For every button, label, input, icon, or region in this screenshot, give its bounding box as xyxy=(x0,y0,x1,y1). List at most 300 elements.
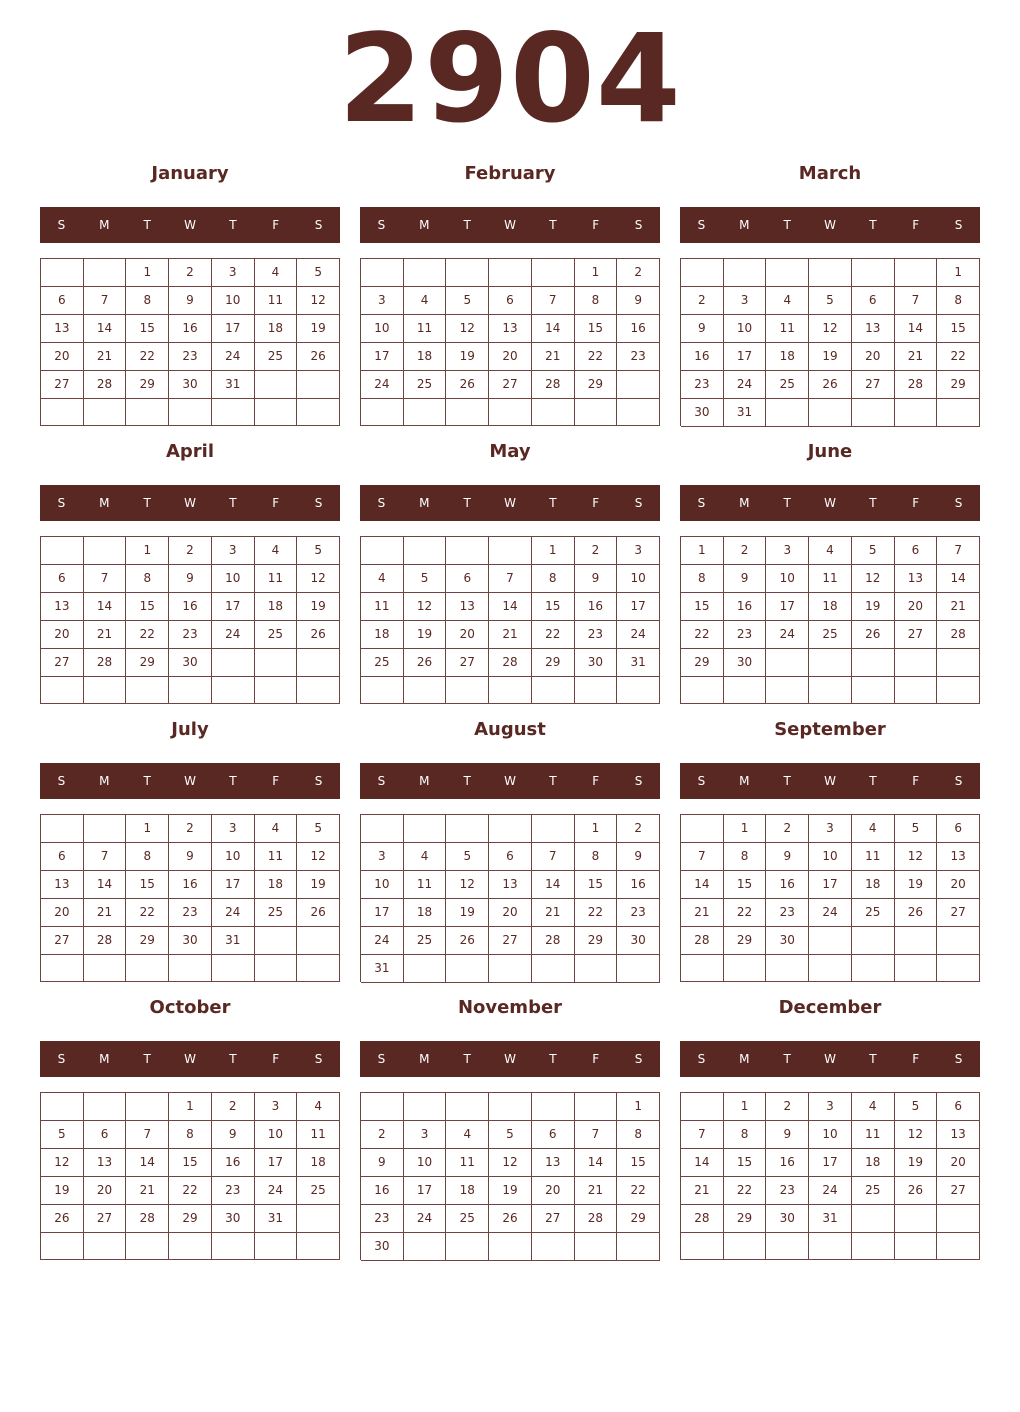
day-cell[interactable]: 24 xyxy=(724,371,767,399)
day-cell[interactable]: 20 xyxy=(489,343,532,371)
day-cell[interactable]: 21 xyxy=(84,899,127,927)
day-cell[interactable]: 13 xyxy=(446,593,489,621)
day-cell[interactable]: 14 xyxy=(681,871,724,899)
day-cell[interactable]: 5 xyxy=(404,565,447,593)
day-cell[interactable]: 3 xyxy=(361,843,404,871)
day-cell[interactable]: 28 xyxy=(575,1205,618,1233)
day-cell[interactable]: 8 xyxy=(724,843,767,871)
day-cell[interactable]: 14 xyxy=(84,593,127,621)
day-cell[interactable]: 26 xyxy=(852,621,895,649)
day-cell[interactable]: 11 xyxy=(852,843,895,871)
day-cell[interactable]: 18 xyxy=(361,621,404,649)
day-cell[interactable]: 13 xyxy=(41,593,84,621)
day-cell[interactable]: 2 xyxy=(575,537,618,565)
day-cell[interactable]: 17 xyxy=(724,343,767,371)
day-cell[interactable]: 11 xyxy=(255,287,298,315)
day-cell[interactable]: 30 xyxy=(617,927,660,955)
day-cell[interactable]: 15 xyxy=(575,315,618,343)
day-cell[interactable]: 5 xyxy=(446,843,489,871)
day-cell[interactable]: 2 xyxy=(766,815,809,843)
day-cell[interactable]: 6 xyxy=(852,287,895,315)
day-cell[interactable]: 3 xyxy=(809,1093,852,1121)
day-cell[interactable]: 12 xyxy=(895,843,938,871)
day-cell[interactable]: 4 xyxy=(255,259,298,287)
day-cell[interactable]: 8 xyxy=(617,1121,660,1149)
day-cell[interactable]: 2 xyxy=(169,815,212,843)
day-cell[interactable]: 18 xyxy=(809,593,852,621)
day-cell[interactable]: 1 xyxy=(169,1093,212,1121)
day-cell[interactable]: 22 xyxy=(126,343,169,371)
day-cell[interactable]: 25 xyxy=(852,899,895,927)
day-cell[interactable]: 7 xyxy=(126,1121,169,1149)
day-cell[interactable]: 23 xyxy=(681,371,724,399)
day-cell[interactable]: 10 xyxy=(404,1149,447,1177)
day-cell[interactable]: 5 xyxy=(446,287,489,315)
day-cell[interactable]: 30 xyxy=(361,1233,404,1261)
day-cell[interactable]: 7 xyxy=(84,287,127,315)
day-cell[interactable]: 22 xyxy=(724,1177,767,1205)
day-cell[interactable]: 30 xyxy=(212,1205,255,1233)
day-cell[interactable]: 29 xyxy=(617,1205,660,1233)
day-cell[interactable]: 6 xyxy=(489,287,532,315)
day-cell[interactable]: 7 xyxy=(489,565,532,593)
day-cell[interactable]: 12 xyxy=(446,315,489,343)
day-cell[interactable]: 7 xyxy=(84,843,127,871)
day-cell[interactable]: 13 xyxy=(937,843,980,871)
day-cell[interactable]: 7 xyxy=(681,843,724,871)
day-cell[interactable]: 29 xyxy=(126,649,169,677)
day-cell[interactable]: 29 xyxy=(532,649,575,677)
day-cell[interactable]: 25 xyxy=(852,1177,895,1205)
day-cell[interactable]: 22 xyxy=(575,343,618,371)
day-cell[interactable]: 8 xyxy=(575,843,618,871)
day-cell[interactable]: 5 xyxy=(809,287,852,315)
day-cell[interactable]: 20 xyxy=(937,1149,980,1177)
day-cell[interactable]: 6 xyxy=(41,565,84,593)
day-cell[interactable]: 24 xyxy=(617,621,660,649)
day-cell[interactable]: 22 xyxy=(681,621,724,649)
day-cell[interactable]: 28 xyxy=(84,927,127,955)
day-cell[interactable]: 29 xyxy=(169,1205,212,1233)
day-cell[interactable]: 21 xyxy=(532,343,575,371)
day-cell[interactable]: 2 xyxy=(361,1121,404,1149)
day-cell[interactable]: 31 xyxy=(212,927,255,955)
day-cell[interactable]: 29 xyxy=(575,371,618,399)
day-cell[interactable]: 30 xyxy=(169,927,212,955)
day-cell[interactable]: 29 xyxy=(724,927,767,955)
day-cell[interactable]: 19 xyxy=(297,871,340,899)
day-cell[interactable]: 19 xyxy=(446,343,489,371)
day-cell[interactable]: 3 xyxy=(212,537,255,565)
day-cell[interactable]: 9 xyxy=(617,287,660,315)
day-cell[interactable]: 29 xyxy=(937,371,980,399)
day-cell[interactable]: 26 xyxy=(895,1177,938,1205)
day-cell[interactable]: 25 xyxy=(255,343,298,371)
day-cell[interactable]: 28 xyxy=(895,371,938,399)
day-cell[interactable]: 1 xyxy=(681,537,724,565)
day-cell[interactable]: 22 xyxy=(169,1177,212,1205)
day-cell[interactable]: 14 xyxy=(937,565,980,593)
day-cell[interactable]: 10 xyxy=(809,843,852,871)
day-cell[interactable]: 14 xyxy=(532,871,575,899)
day-cell[interactable]: 29 xyxy=(126,927,169,955)
day-cell[interactable]: 29 xyxy=(126,371,169,399)
day-cell[interactable]: 12 xyxy=(852,565,895,593)
day-cell[interactable]: 8 xyxy=(575,287,618,315)
day-cell[interactable]: 27 xyxy=(489,927,532,955)
day-cell[interactable]: 13 xyxy=(489,315,532,343)
day-cell[interactable]: 5 xyxy=(41,1121,84,1149)
day-cell[interactable]: 22 xyxy=(126,899,169,927)
day-cell[interactable]: 28 xyxy=(532,371,575,399)
day-cell[interactable]: 14 xyxy=(126,1149,169,1177)
day-cell[interactable]: 3 xyxy=(255,1093,298,1121)
day-cell[interactable]: 12 xyxy=(41,1149,84,1177)
day-cell[interactable]: 4 xyxy=(404,287,447,315)
day-cell[interactable]: 15 xyxy=(126,593,169,621)
day-cell[interactable]: 8 xyxy=(126,843,169,871)
day-cell[interactable]: 26 xyxy=(404,649,447,677)
day-cell[interactable]: 4 xyxy=(852,815,895,843)
day-cell[interactable]: 5 xyxy=(297,259,340,287)
day-cell[interactable]: 15 xyxy=(169,1149,212,1177)
day-cell[interactable]: 22 xyxy=(937,343,980,371)
day-cell[interactable]: 23 xyxy=(617,899,660,927)
day-cell[interactable]: 27 xyxy=(41,927,84,955)
day-cell[interactable]: 25 xyxy=(809,621,852,649)
day-cell[interactable]: 1 xyxy=(532,537,575,565)
day-cell[interactable]: 14 xyxy=(84,871,127,899)
day-cell[interactable]: 18 xyxy=(255,315,298,343)
day-cell[interactable]: 16 xyxy=(169,593,212,621)
day-cell[interactable]: 23 xyxy=(169,621,212,649)
day-cell[interactable]: 4 xyxy=(297,1093,340,1121)
day-cell[interactable]: 17 xyxy=(212,315,255,343)
day-cell[interactable]: 19 xyxy=(489,1177,532,1205)
day-cell[interactable]: 3 xyxy=(212,259,255,287)
day-cell[interactable]: 6 xyxy=(937,815,980,843)
day-cell[interactable]: 7 xyxy=(532,843,575,871)
day-cell[interactable]: 12 xyxy=(489,1149,532,1177)
day-cell[interactable]: 15 xyxy=(126,315,169,343)
day-cell[interactable]: 14 xyxy=(681,1149,724,1177)
day-cell[interactable]: 25 xyxy=(361,649,404,677)
day-cell[interactable]: 18 xyxy=(852,871,895,899)
day-cell[interactable]: 9 xyxy=(681,315,724,343)
day-cell[interactable]: 21 xyxy=(937,593,980,621)
day-cell[interactable]: 16 xyxy=(766,1149,809,1177)
day-cell[interactable]: 6 xyxy=(895,537,938,565)
day-cell[interactable]: 28 xyxy=(84,371,127,399)
day-cell[interactable]: 10 xyxy=(361,315,404,343)
day-cell[interactable]: 20 xyxy=(937,871,980,899)
day-cell[interactable]: 23 xyxy=(575,621,618,649)
day-cell[interactable]: 9 xyxy=(169,287,212,315)
day-cell[interactable]: 19 xyxy=(297,593,340,621)
day-cell[interactable]: 2 xyxy=(681,287,724,315)
day-cell[interactable]: 23 xyxy=(724,621,767,649)
day-cell[interactable]: 5 xyxy=(852,537,895,565)
day-cell[interactable]: 31 xyxy=(809,1205,852,1233)
day-cell[interactable]: 15 xyxy=(724,1149,767,1177)
day-cell[interactable]: 24 xyxy=(212,621,255,649)
day-cell[interactable]: 6 xyxy=(84,1121,127,1149)
day-cell[interactable]: 24 xyxy=(255,1177,298,1205)
day-cell[interactable]: 20 xyxy=(532,1177,575,1205)
day-cell[interactable]: 27 xyxy=(84,1205,127,1233)
day-cell[interactable]: 11 xyxy=(766,315,809,343)
day-cell[interactable]: 3 xyxy=(766,537,809,565)
day-cell[interactable]: 20 xyxy=(852,343,895,371)
day-cell[interactable]: 20 xyxy=(446,621,489,649)
day-cell[interactable]: 23 xyxy=(766,1177,809,1205)
day-cell[interactable]: 16 xyxy=(169,315,212,343)
day-cell[interactable]: 9 xyxy=(169,565,212,593)
day-cell[interactable]: 11 xyxy=(404,315,447,343)
day-cell[interactable]: 10 xyxy=(809,1121,852,1149)
day-cell[interactable]: 21 xyxy=(532,899,575,927)
day-cell[interactable]: 28 xyxy=(681,927,724,955)
day-cell[interactable]: 17 xyxy=(255,1149,298,1177)
day-cell[interactable]: 8 xyxy=(169,1121,212,1149)
day-cell[interactable]: 20 xyxy=(489,899,532,927)
day-cell[interactable]: 26 xyxy=(41,1205,84,1233)
day-cell[interactable]: 21 xyxy=(126,1177,169,1205)
day-cell[interactable]: 19 xyxy=(895,871,938,899)
day-cell[interactable]: 10 xyxy=(361,871,404,899)
day-cell[interactable]: 15 xyxy=(617,1149,660,1177)
day-cell[interactable]: 26 xyxy=(895,899,938,927)
day-cell[interactable]: 2 xyxy=(766,1093,809,1121)
day-cell[interactable]: 9 xyxy=(575,565,618,593)
day-cell[interactable]: 10 xyxy=(212,287,255,315)
day-cell[interactable]: 21 xyxy=(84,343,127,371)
day-cell[interactable]: 3 xyxy=(212,815,255,843)
day-cell[interactable]: 18 xyxy=(404,899,447,927)
day-cell[interactable]: 13 xyxy=(895,565,938,593)
day-cell[interactable]: 5 xyxy=(895,815,938,843)
day-cell[interactable]: 19 xyxy=(446,899,489,927)
day-cell[interactable]: 13 xyxy=(532,1149,575,1177)
day-cell[interactable]: 31 xyxy=(255,1205,298,1233)
day-cell[interactable]: 15 xyxy=(681,593,724,621)
day-cell[interactable]: 19 xyxy=(852,593,895,621)
day-cell[interactable]: 31 xyxy=(724,399,767,427)
day-cell[interactable]: 24 xyxy=(212,343,255,371)
day-cell[interactable]: 25 xyxy=(766,371,809,399)
day-cell[interactable]: 11 xyxy=(361,593,404,621)
day-cell[interactable]: 10 xyxy=(255,1121,298,1149)
day-cell[interactable]: 7 xyxy=(575,1121,618,1149)
day-cell[interactable]: 19 xyxy=(809,343,852,371)
day-cell[interactable]: 20 xyxy=(41,343,84,371)
day-cell[interactable]: 23 xyxy=(361,1205,404,1233)
day-cell[interactable]: 8 xyxy=(532,565,575,593)
day-cell[interactable]: 28 xyxy=(532,927,575,955)
day-cell[interactable]: 17 xyxy=(212,871,255,899)
day-cell[interactable]: 14 xyxy=(575,1149,618,1177)
day-cell[interactable]: 26 xyxy=(489,1205,532,1233)
day-cell[interactable]: 13 xyxy=(937,1121,980,1149)
day-cell[interactable]: 23 xyxy=(169,343,212,371)
day-cell[interactable]: 1 xyxy=(126,815,169,843)
day-cell[interactable]: 16 xyxy=(617,871,660,899)
day-cell[interactable]: 26 xyxy=(446,371,489,399)
day-cell[interactable]: 24 xyxy=(212,899,255,927)
day-cell[interactable]: 2 xyxy=(169,537,212,565)
day-cell[interactable]: 4 xyxy=(852,1093,895,1121)
day-cell[interactable]: 11 xyxy=(255,565,298,593)
day-cell[interactable]: 11 xyxy=(446,1149,489,1177)
day-cell[interactable]: 3 xyxy=(404,1121,447,1149)
day-cell[interactable]: 26 xyxy=(297,899,340,927)
day-cell[interactable]: 22 xyxy=(532,621,575,649)
day-cell[interactable]: 20 xyxy=(84,1177,127,1205)
day-cell[interactable]: 17 xyxy=(809,871,852,899)
day-cell[interactable]: 5 xyxy=(489,1121,532,1149)
day-cell[interactable]: 16 xyxy=(681,343,724,371)
day-cell[interactable]: 7 xyxy=(895,287,938,315)
day-cell[interactable]: 13 xyxy=(852,315,895,343)
day-cell[interactable]: 8 xyxy=(126,565,169,593)
day-cell[interactable]: 23 xyxy=(766,899,809,927)
day-cell[interactable]: 27 xyxy=(937,899,980,927)
day-cell[interactable]: 9 xyxy=(617,843,660,871)
day-cell[interactable]: 8 xyxy=(126,287,169,315)
day-cell[interactable]: 1 xyxy=(575,259,618,287)
day-cell[interactable]: 8 xyxy=(681,565,724,593)
day-cell[interactable]: 27 xyxy=(41,371,84,399)
day-cell[interactable]: 5 xyxy=(297,537,340,565)
day-cell[interactable]: 28 xyxy=(937,621,980,649)
day-cell[interactable]: 22 xyxy=(575,899,618,927)
day-cell[interactable]: 24 xyxy=(809,899,852,927)
day-cell[interactable]: 10 xyxy=(212,843,255,871)
day-cell[interactable]: 3 xyxy=(724,287,767,315)
day-cell[interactable]: 1 xyxy=(126,259,169,287)
day-cell[interactable]: 18 xyxy=(766,343,809,371)
day-cell[interactable]: 27 xyxy=(446,649,489,677)
day-cell[interactable]: 16 xyxy=(169,871,212,899)
day-cell[interactable]: 23 xyxy=(617,343,660,371)
day-cell[interactable]: 1 xyxy=(724,1093,767,1121)
day-cell[interactable]: 6 xyxy=(41,843,84,871)
day-cell[interactable]: 6 xyxy=(937,1093,980,1121)
day-cell[interactable]: 14 xyxy=(84,315,127,343)
day-cell[interactable]: 21 xyxy=(84,621,127,649)
day-cell[interactable]: 15 xyxy=(126,871,169,899)
day-cell[interactable]: 16 xyxy=(617,315,660,343)
day-cell[interactable]: 30 xyxy=(766,927,809,955)
day-cell[interactable]: 31 xyxy=(212,371,255,399)
day-cell[interactable]: 24 xyxy=(766,621,809,649)
day-cell[interactable]: 30 xyxy=(575,649,618,677)
day-cell[interactable]: 2 xyxy=(617,815,660,843)
day-cell[interactable]: 16 xyxy=(724,593,767,621)
day-cell[interactable]: 27 xyxy=(489,371,532,399)
day-cell[interactable]: 19 xyxy=(41,1177,84,1205)
day-cell[interactable]: 11 xyxy=(255,843,298,871)
day-cell[interactable]: 4 xyxy=(255,537,298,565)
day-cell[interactable]: 21 xyxy=(895,343,938,371)
day-cell[interactable]: 29 xyxy=(681,649,724,677)
day-cell[interactable]: 31 xyxy=(361,955,404,983)
day-cell[interactable]: 25 xyxy=(255,621,298,649)
day-cell[interactable]: 21 xyxy=(489,621,532,649)
day-cell[interactable]: 19 xyxy=(297,315,340,343)
day-cell[interactable]: 4 xyxy=(766,287,809,315)
day-cell[interactable]: 12 xyxy=(809,315,852,343)
day-cell[interactable]: 10 xyxy=(724,315,767,343)
day-cell[interactable]: 25 xyxy=(446,1205,489,1233)
day-cell[interactable]: 9 xyxy=(361,1149,404,1177)
day-cell[interactable]: 17 xyxy=(617,593,660,621)
day-cell[interactable]: 4 xyxy=(404,843,447,871)
day-cell[interactable]: 27 xyxy=(41,649,84,677)
day-cell[interactable]: 13 xyxy=(489,871,532,899)
day-cell[interactable]: 30 xyxy=(169,649,212,677)
day-cell[interactable]: 13 xyxy=(41,315,84,343)
day-cell[interactable]: 25 xyxy=(255,899,298,927)
day-cell[interactable]: 23 xyxy=(212,1177,255,1205)
day-cell[interactable]: 15 xyxy=(937,315,980,343)
day-cell[interactable]: 25 xyxy=(404,927,447,955)
day-cell[interactable]: 27 xyxy=(895,621,938,649)
day-cell[interactable]: 18 xyxy=(255,871,298,899)
day-cell[interactable]: 3 xyxy=(617,537,660,565)
day-cell[interactable]: 30 xyxy=(681,399,724,427)
day-cell[interactable]: 17 xyxy=(809,1149,852,1177)
day-cell[interactable]: 8 xyxy=(724,1121,767,1149)
day-cell[interactable]: 9 xyxy=(724,565,767,593)
day-cell[interactable]: 24 xyxy=(404,1205,447,1233)
day-cell[interactable]: 16 xyxy=(361,1177,404,1205)
day-cell[interactable]: 2 xyxy=(724,537,767,565)
day-cell[interactable]: 23 xyxy=(169,899,212,927)
day-cell[interactable]: 26 xyxy=(446,927,489,955)
day-cell[interactable]: 9 xyxy=(766,1121,809,1149)
day-cell[interactable]: 14 xyxy=(895,315,938,343)
day-cell[interactable]: 20 xyxy=(41,899,84,927)
day-cell[interactable]: 26 xyxy=(809,371,852,399)
day-cell[interactable]: 18 xyxy=(852,1149,895,1177)
day-cell[interactable]: 27 xyxy=(852,371,895,399)
day-cell[interactable]: 25 xyxy=(297,1177,340,1205)
day-cell[interactable]: 12 xyxy=(297,565,340,593)
day-cell[interactable]: 21 xyxy=(681,1177,724,1205)
day-cell[interactable]: 28 xyxy=(126,1205,169,1233)
day-cell[interactable]: 7 xyxy=(681,1121,724,1149)
day-cell[interactable]: 17 xyxy=(212,593,255,621)
day-cell[interactable]: 6 xyxy=(446,565,489,593)
day-cell[interactable]: 11 xyxy=(809,565,852,593)
day-cell[interactable]: 16 xyxy=(766,871,809,899)
day-cell[interactable]: 30 xyxy=(766,1205,809,1233)
day-cell[interactable]: 20 xyxy=(41,621,84,649)
day-cell[interactable]: 11 xyxy=(297,1121,340,1149)
day-cell[interactable]: 28 xyxy=(84,649,127,677)
day-cell[interactable]: 13 xyxy=(41,871,84,899)
day-cell[interactable]: 2 xyxy=(617,259,660,287)
day-cell[interactable]: 25 xyxy=(404,371,447,399)
day-cell[interactable]: 5 xyxy=(895,1093,938,1121)
day-cell[interactable]: 1 xyxy=(126,537,169,565)
day-cell[interactable]: 10 xyxy=(617,565,660,593)
day-cell[interactable]: 13 xyxy=(84,1149,127,1177)
day-cell[interactable]: 12 xyxy=(446,871,489,899)
day-cell[interactable]: 14 xyxy=(489,593,532,621)
day-cell[interactable]: 21 xyxy=(575,1177,618,1205)
